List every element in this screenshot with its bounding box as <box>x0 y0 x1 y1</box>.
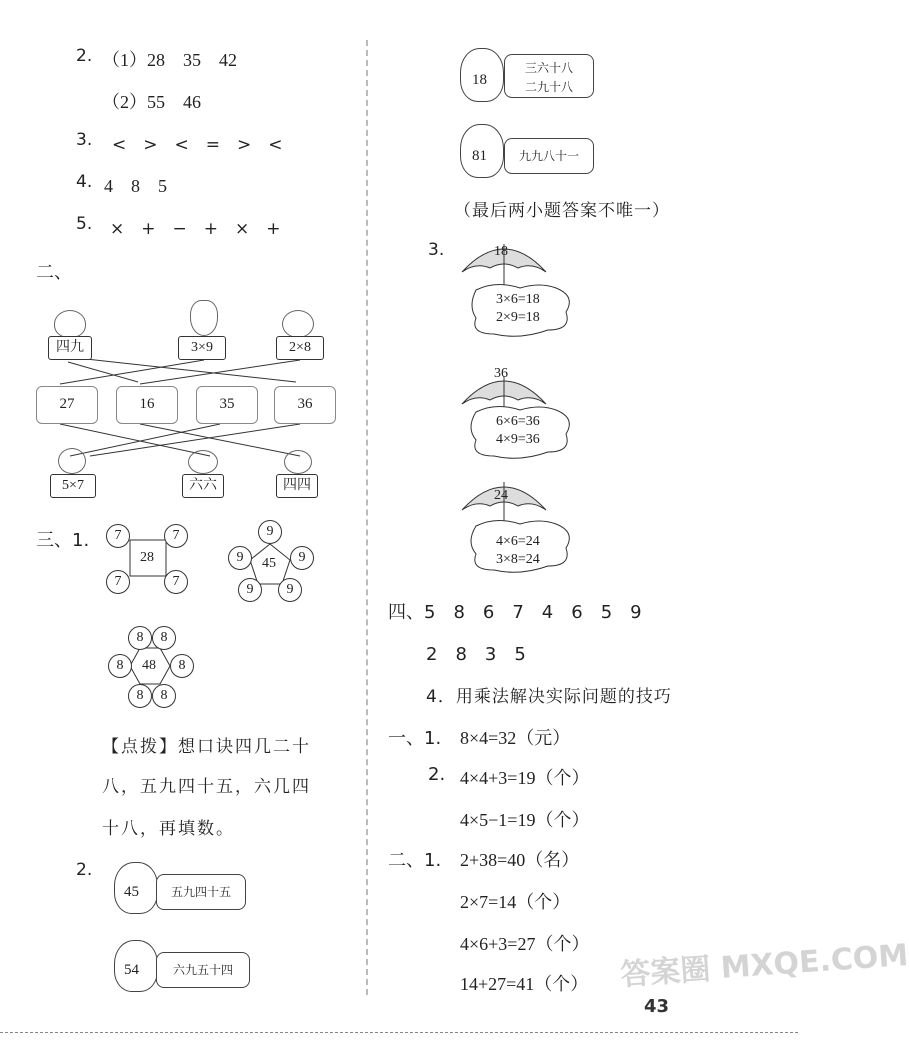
umbrella-1-top: 18 <box>494 244 508 259</box>
q2-number: 2. <box>76 46 93 66</box>
q3-number: 3. <box>76 130 93 150</box>
hexagon-vertex-6: 8 <box>152 684 176 708</box>
match-top-2: 3×9 <box>178 336 226 360</box>
umbrella-1-line-2: 2×9=18 <box>496 310 540 325</box>
s1-line-3: 4×5−1=19（个） <box>460 810 590 830</box>
owl-2-number: 54 <box>124 962 139 978</box>
note: （最后两小题答案不唯一） <box>454 201 670 221</box>
owl-right-1-line-1: 三六十八 <box>524 61 573 75</box>
square-corner-2: 7 <box>164 524 188 548</box>
umbrella-3-top: 24 <box>494 488 508 503</box>
pentagon-vertex-1: 9 <box>258 520 282 544</box>
bottom-divider <box>0 1032 798 1033</box>
umbrella-2-line-1: 6×6=36 <box>496 414 540 429</box>
hexagon-vertex-2: 8 <box>152 626 176 650</box>
s1-number-2: 2. <box>428 764 446 785</box>
owl-right-2-number: 81 <box>472 148 487 164</box>
tip-line-2: 八，五九四十五，六几四 <box>102 777 311 797</box>
s2-line-3: 4×6+3=27（个） <box>460 934 590 954</box>
pentagon-vertex-3: 9 <box>290 546 314 570</box>
owl-2-rhyme: 六九五十四 <box>156 952 250 988</box>
hexagon-vertex-5: 8 <box>128 684 152 708</box>
section-2-label: 二、 <box>36 262 72 283</box>
hexagon-vertex-1: 8 <box>128 626 152 650</box>
q2-part1: （1）28 35 42 <box>102 50 237 70</box>
owl-right-1-line-2: 二九十八 <box>524 80 573 94</box>
s1-label: 一、1. <box>388 728 442 749</box>
pentagon-vertex-2: 9 <box>228 546 252 570</box>
pentagon-center: 45 <box>262 556 276 571</box>
q4-answer: 4 8 5 <box>104 176 167 196</box>
pentagon-vertex-4: 9 <box>238 578 262 602</box>
owl-1-rhyme: 五九四十五 <box>156 874 246 910</box>
match-number-2: 16 <box>116 386 178 424</box>
watermark: 答案圈 MXQE.COM <box>619 937 909 994</box>
q5-answer: × + − + × + <box>110 219 281 239</box>
square-corner-1: 7 <box>106 524 130 548</box>
match-bottom-2: 六六 <box>182 474 224 498</box>
umbrella-3-line-1: 4×6=24 <box>496 534 540 549</box>
q5-number: 5. <box>76 214 93 234</box>
umbrella-1-line-1: 3×6=18 <box>496 292 540 307</box>
q2-part2: （2）55 46 <box>102 92 201 112</box>
s2-label: 二、1. <box>388 850 442 871</box>
hexagon-center: 48 <box>142 658 156 673</box>
owl-right-2-rhyme: 九九八十一 <box>504 138 594 174</box>
match-top-3: 2×8 <box>276 336 324 360</box>
match-bottom-3: 四四 <box>276 474 318 498</box>
q4-number: 4. <box>76 172 93 192</box>
s2-line-1: 2+38=40（名） <box>460 850 580 870</box>
s1-line-2: 4×4+3=19（个） <box>460 768 590 788</box>
square-corner-4: 7 <box>164 570 188 594</box>
q3-right-number: 3. <box>428 240 445 260</box>
match-bottom-1: 5×7 <box>50 474 96 498</box>
square-corner-3: 7 <box>106 570 130 594</box>
match-number-4: 36 <box>274 386 336 424</box>
hexagon-vertex-3: 8 <box>108 654 132 678</box>
section-3-label: 三、1. <box>36 530 90 551</box>
q3-answer: < > < = > < <box>112 135 283 155</box>
section-4-line-1: 四、5 8 6 7 4 6 5 9 <box>388 602 642 623</box>
s2-line-4: 14+27=41（个） <box>460 974 589 994</box>
umbrella-2-line-2: 4×9=36 <box>496 432 540 447</box>
owl-1-number: 45 <box>124 884 139 900</box>
section-title: 4．用乘法解决实际问题的技巧 <box>426 687 672 707</box>
hexagon-vertex-4: 8 <box>170 654 194 678</box>
square-center: 28 <box>140 550 154 565</box>
match-number-1: 27 <box>36 386 98 424</box>
tip-line-3: 十八，再填数。 <box>102 819 235 839</box>
umbrella-3-line-2: 3×8=24 <box>496 552 540 567</box>
s1-line-1: 8×4=32（元） <box>460 728 571 748</box>
page-number: 43 <box>644 996 670 1017</box>
section-4-line-2: 2 8 3 5 <box>426 644 526 665</box>
q2b-number: 2. <box>76 860 93 880</box>
pentagon-vertex-5: 9 <box>278 578 302 602</box>
match-top-1: 四九 <box>48 336 92 360</box>
s2-line-2: 2×7=14（个） <box>460 892 571 912</box>
match-number-3: 35 <box>196 386 258 424</box>
owl-right-1-number: 18 <box>472 72 487 88</box>
umbrella-2-top: 36 <box>494 366 508 381</box>
tip-line-1: 【点拨】想口诀四几二十 <box>102 737 311 757</box>
